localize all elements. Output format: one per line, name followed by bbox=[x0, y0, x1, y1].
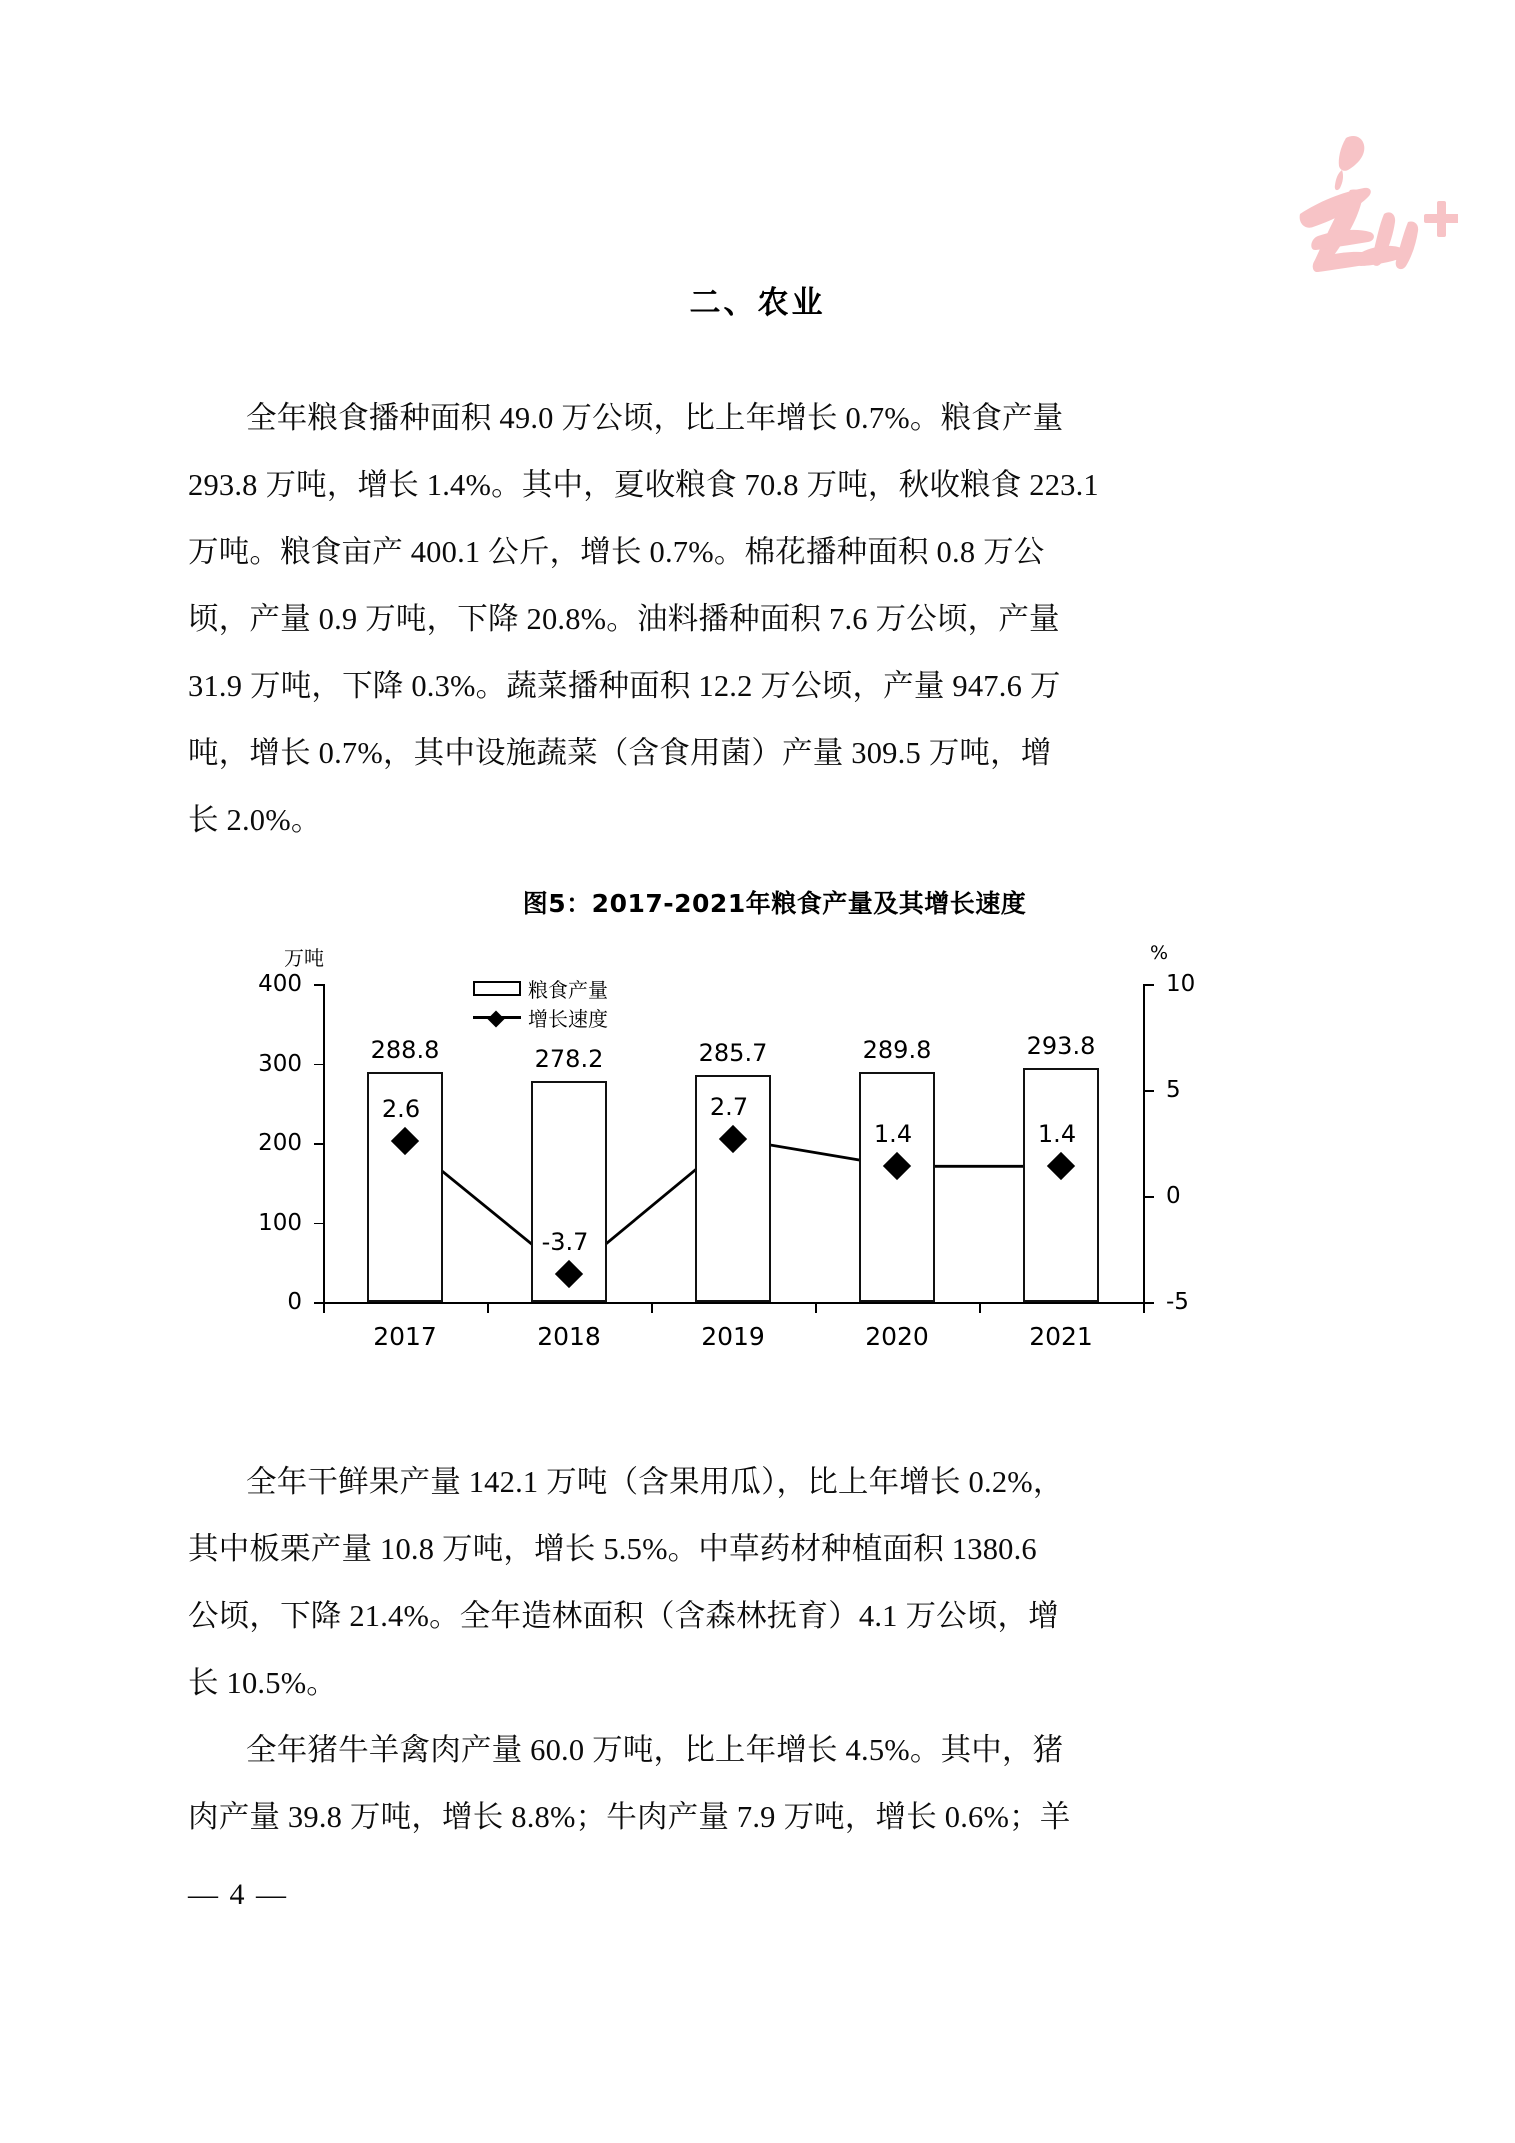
text-line: 全年猪牛羊禽肉产量 60.0 万吨，比上年增长 4.5%。其中，猪 bbox=[246, 1733, 1064, 1767]
paragraph-livestock-meat bbox=[188, 1717, 1333, 1851]
left-axis-unit-label: 万吨 bbox=[284, 948, 324, 970]
tangshan-plus-logo-icon bbox=[1258, 118, 1458, 288]
left-axis-tick-label: 100 bbox=[258, 1209, 302, 1236]
chart-plot-region bbox=[188, 936, 1333, 1406]
right-axis-tick bbox=[1145, 1090, 1154, 1092]
line-value-label: -3.7 bbox=[541, 1228, 589, 1257]
left-axis-tick-label: 400 bbox=[258, 971, 302, 997]
x-axis-tick bbox=[1143, 1303, 1145, 1313]
bar-value-label: 285.7 bbox=[698, 1038, 768, 1067]
x-axis-tick-label: 2019 bbox=[701, 1322, 765, 1351]
text-line: 全年粮食播种面积 49.0 万公顷，比上年增长 0.7%。粮食产量 bbox=[246, 401, 1064, 435]
text-line: 吨，增长 0.7%，其中设施蔬菜（含食用菌）产量 309.5 万吨，增 bbox=[188, 736, 1052, 770]
x-axis-tick bbox=[487, 1303, 489, 1313]
text-line: 万吨。粮食亩产 400.1 公斤，增长 0.7%。棉花播种面积 0.8 万公 bbox=[188, 535, 1045, 569]
left-axis-tick bbox=[314, 1223, 323, 1225]
text-line: 293.8 万吨，增长 1.4%。其中，夏收粮食 70.8 万吨，秋收粮食 223.1 bbox=[188, 468, 1099, 502]
text-line: 其中板栗产量 10.8 万吨，增长 5.5%。中草药材种植面积 1380.6 bbox=[188, 1532, 1037, 1566]
paragraph-agriculture-crops bbox=[188, 385, 1333, 854]
text-line: 长 2.0%。 bbox=[188, 803, 322, 837]
right-axis-unit-label: % bbox=[1150, 942, 1169, 964]
chart-bar bbox=[859, 1072, 935, 1302]
right-axis-tick bbox=[1145, 984, 1154, 986]
x-axis-tick bbox=[815, 1303, 817, 1313]
x-axis-tick bbox=[323, 1303, 325, 1313]
line-value-label: 2.6 bbox=[381, 1094, 421, 1123]
chart-title: 图5：2017-2021年粮食产量及其增长速度 bbox=[522, 889, 1027, 918]
bar-value-label: 289.8 bbox=[862, 1035, 932, 1064]
text-line: 31.9 万吨，下降 0.3%。蔬菜播种面积 12.2 万公顷，产量 947.6 万 bbox=[188, 669, 1061, 703]
bar-value-label: 288.8 bbox=[370, 1036, 440, 1065]
x-axis-tick bbox=[979, 1303, 981, 1313]
x-axis-tick-label: 2018 bbox=[537, 1322, 601, 1351]
bar-value-label: 278.2 bbox=[534, 1044, 604, 1073]
left-axis-tick-label: 300 bbox=[258, 1050, 302, 1077]
page-number: — 4 — bbox=[188, 1878, 288, 1911]
right-axis-tick bbox=[1145, 1302, 1154, 1304]
left-axis-tick bbox=[314, 1302, 323, 1304]
section-heading: 二、农业 bbox=[689, 285, 826, 321]
left-axis-tick bbox=[314, 984, 323, 986]
paragraph-fruit-forestry bbox=[188, 1449, 1333, 1717]
line-value-label: 1.4 bbox=[873, 1120, 913, 1149]
x-axis-tick-label: 2021 bbox=[1029, 1322, 1093, 1351]
text-line: 长 10.5%。 bbox=[188, 1666, 338, 1700]
x-axis-tick-label: 2020 bbox=[865, 1322, 929, 1351]
legend-label: 粮食产量 bbox=[528, 980, 608, 1002]
left-axis-tick bbox=[314, 1064, 323, 1066]
right-axis-tick-label: -5 bbox=[1166, 1289, 1189, 1315]
text-line: 公顷，下降 21.4%。全年造林面积（含森林抚育）4.1 万公顷，增 bbox=[188, 1599, 1059, 1633]
right-axis-tick-label: 0 bbox=[1166, 1183, 1181, 1209]
legend-label: 增长速度 bbox=[528, 1009, 608, 1031]
figure-5-grain-output-chart bbox=[188, 884, 1333, 1439]
left-axis-tick-label: 0 bbox=[287, 1289, 302, 1315]
right-axis-tick-label: 10 bbox=[1166, 971, 1196, 997]
left-axis-tick-label: 200 bbox=[258, 1130, 302, 1156]
bar-value-label: 293.8 bbox=[1026, 1032, 1096, 1061]
x-axis-tick bbox=[651, 1303, 653, 1313]
line-value-label: 2.7 bbox=[709, 1092, 749, 1121]
line-value-label: 1.4 bbox=[1037, 1120, 1077, 1149]
chart-bar bbox=[1023, 1068, 1099, 1302]
text-line: 全年干鲜果产量 142.1 万吨（含果用瓜），比上年增长 0.2%， bbox=[246, 1465, 1064, 1499]
right-axis-tick-label: 5 bbox=[1166, 1077, 1181, 1103]
text-line: 肉产量 39.8 万吨，增长 8.8%；牛肉产量 7.9 万吨，增长 0.6%；羊 bbox=[188, 1800, 1071, 1834]
right-axis-tick bbox=[1145, 1196, 1154, 1198]
text-line: 顷，产量 0.9 万吨，下降 20.8%。油料播种面积 7.6 万公顷，产量 bbox=[188, 602, 1060, 636]
x-axis-tick-label: 2017 bbox=[373, 1322, 437, 1351]
left-axis-tick bbox=[314, 1143, 323, 1145]
